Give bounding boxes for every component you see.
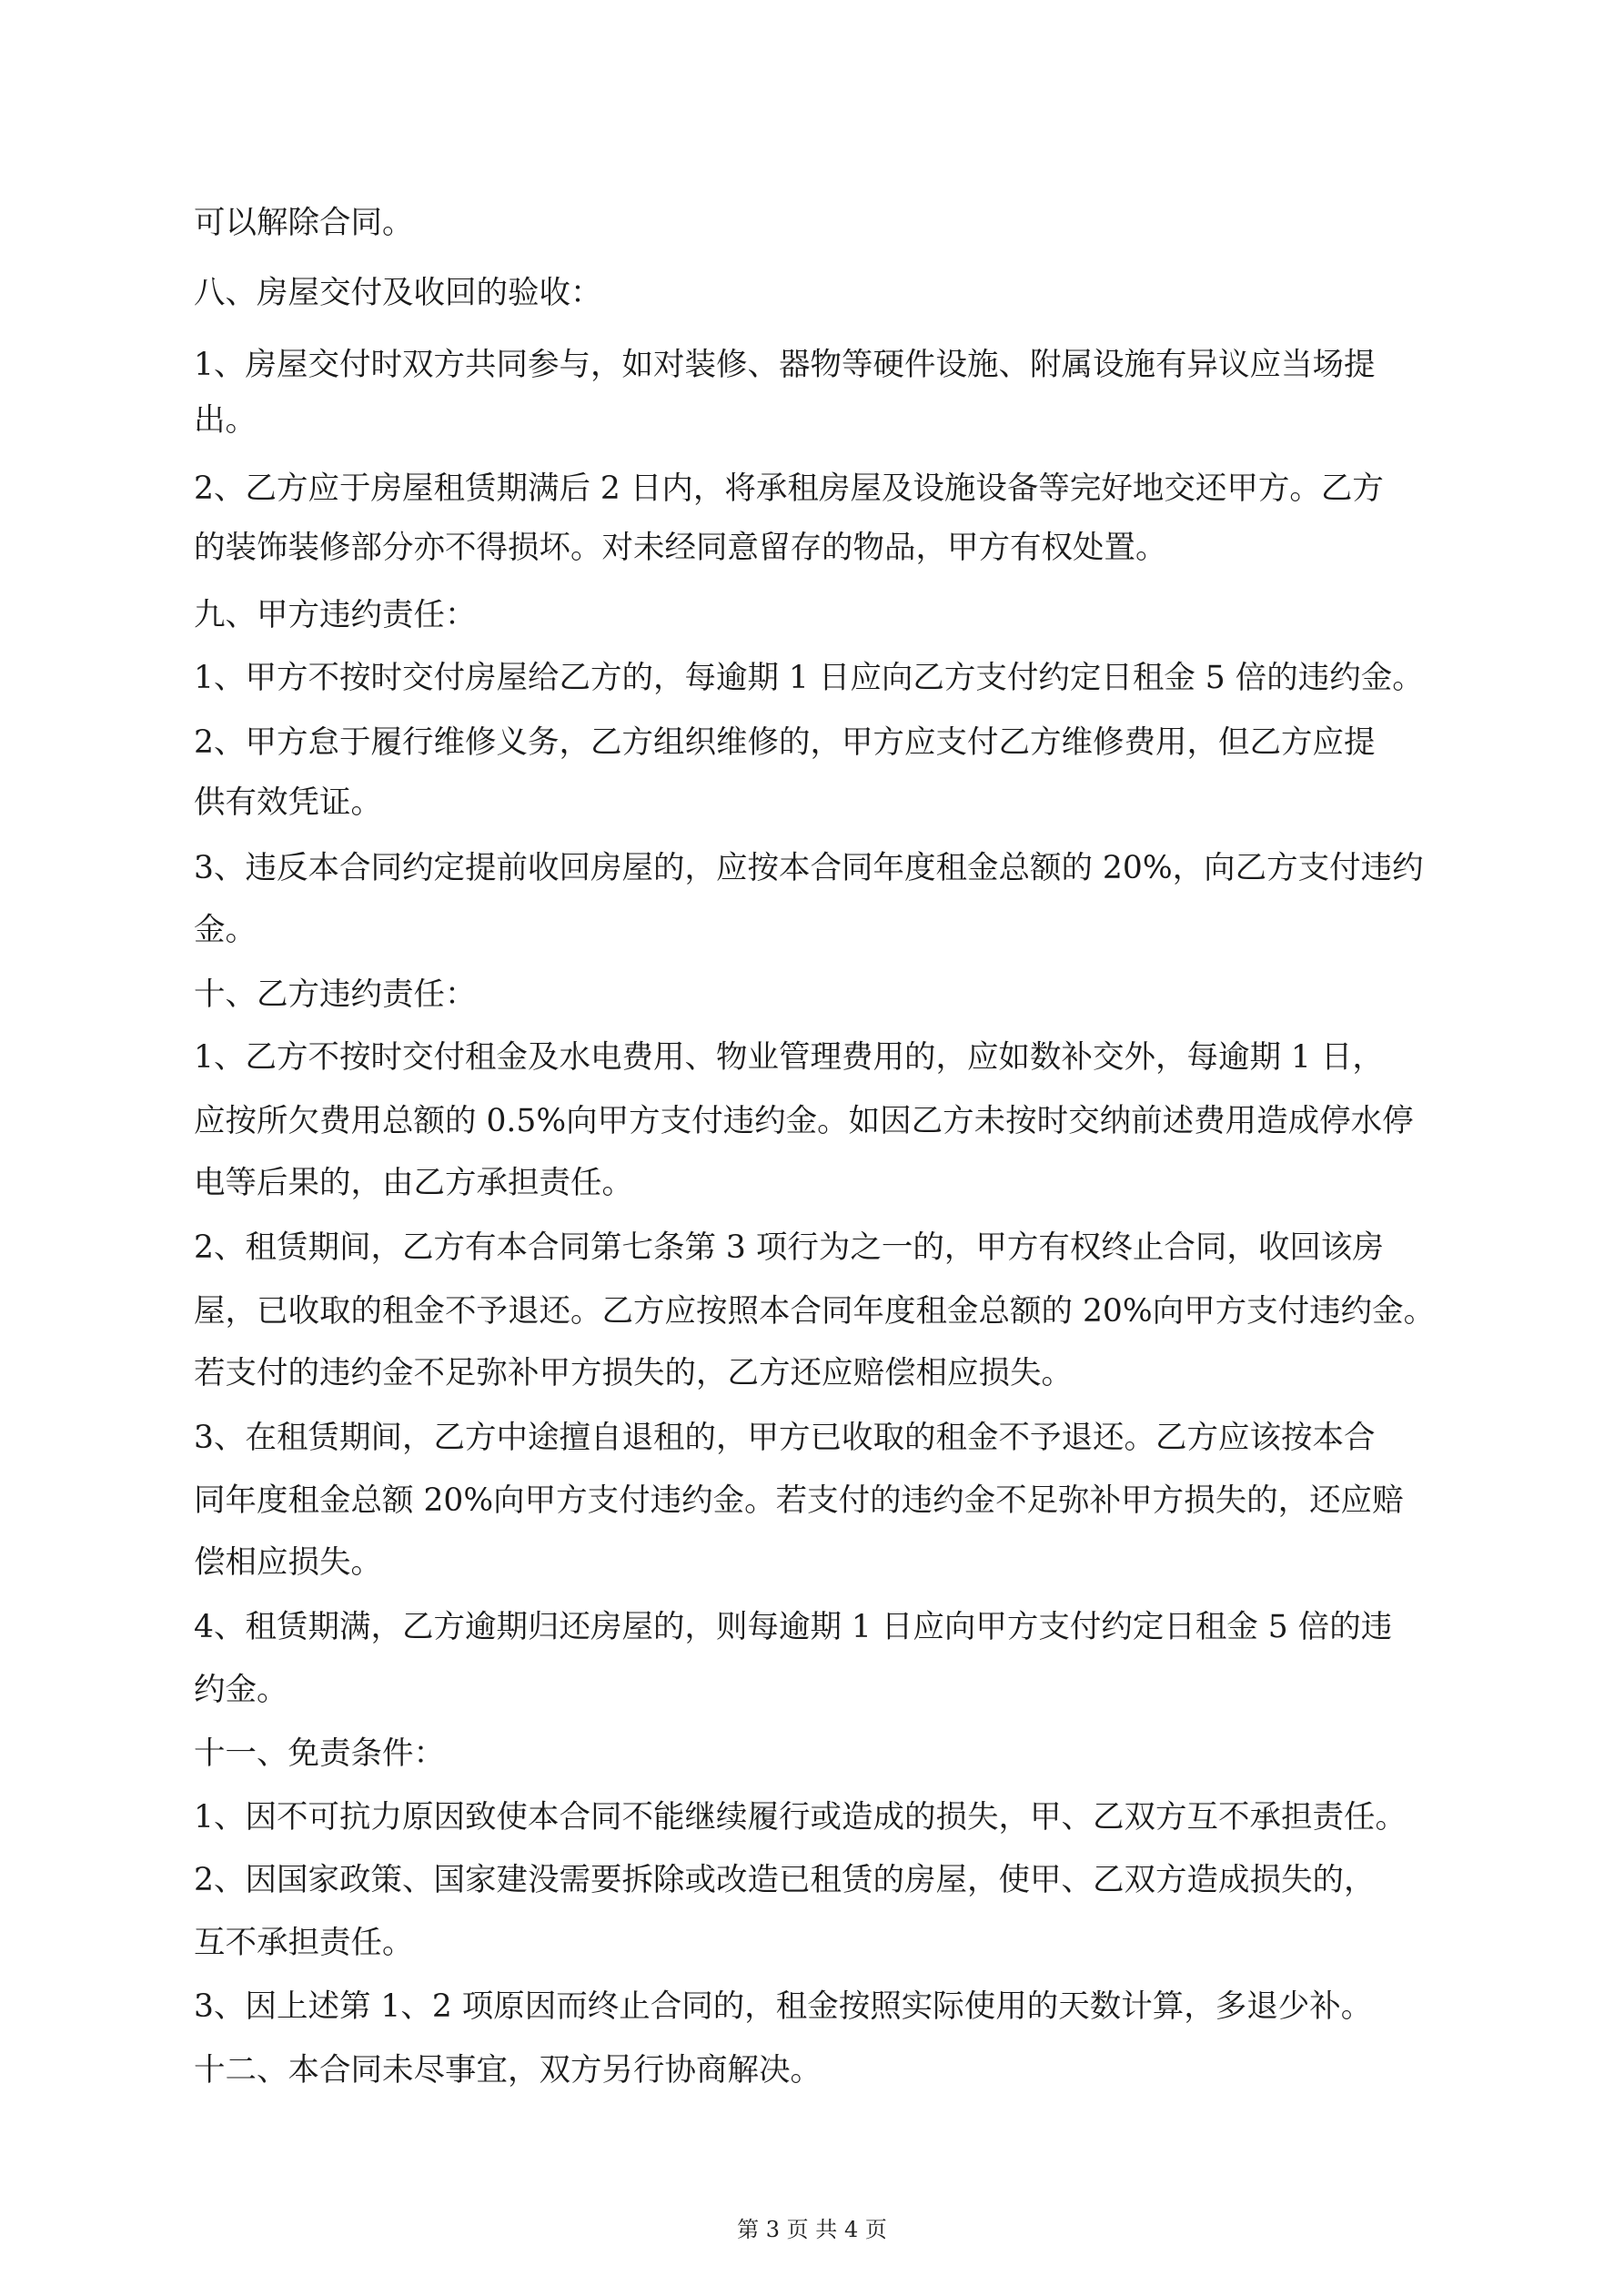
text-line: 3、在租赁期间，乙方中途擅自退租的，甲方已收取的租金不予退还。乙方应该按本合 xyxy=(194,1420,1376,1456)
text-line: 约金。 xyxy=(194,1672,288,1708)
text-line: 同年度租金总额 20%向甲方支付违约金。若支付的违约金不足弥补甲方损失的，还应赔 xyxy=(194,1482,1404,1519)
text-line: 4、租赁期满，乙方逾期归还房屋的，则每逾期 1 日应向甲方支付约定日租金 5 倍的违 xyxy=(194,1609,1393,1645)
text-line: 电等后果的，由乙方承担责任。 xyxy=(194,1165,633,1201)
text-line: 1、甲方不按时交付房屋给乙方的，每逾期 1 日应向乙方支付约定日租金 5 倍的违约金。 xyxy=(194,660,1424,696)
text-line: 出。 xyxy=(194,402,257,439)
text-line: 3、因上述第 1、2 项原因而终止合同的，租金按照实际使用的天数计算，多退少补。 xyxy=(194,1988,1373,2025)
text-line: 互不承担责任。 xyxy=(194,1925,414,1961)
section-heading: 八、房屋交付及收回的验收： xyxy=(194,275,602,311)
section-heading: 十二、本合同未尽事宜，双方另行协商解决。 xyxy=(194,2052,822,2089)
section-heading: 九、甲方违约责任： xyxy=(194,597,477,633)
text-line: 若支付的违约金不足弥补甲方损失的，乙方还应赔偿相应损失。 xyxy=(194,1355,1073,1391)
text-line: 的装饰装修部分亦不得损坏。对未经同意留存的物品，甲方有权处置。 xyxy=(194,530,1167,566)
text-line: 3、违反本合同约定提前收回房屋的，应按本合同年度租金总额的 20%，向乙方支付违约 xyxy=(194,850,1424,886)
text-line: 供有效凭证。 xyxy=(194,784,382,821)
text-line: 应按所欠费用总额的 0.5%向甲方支付违约金。如因乙方未按时交纳前述费用造成停水停 xyxy=(194,1103,1414,1139)
section-heading: 十、乙方违约责任： xyxy=(194,976,477,1013)
section-heading: 十一、免责条件： xyxy=(194,1735,445,1772)
text-line: 2、租赁期间，乙方有本合同第七条第 3 项行为之一的，甲方有权终止合同，收回该房 xyxy=(194,1229,1384,1266)
text-line: 金。 xyxy=(194,912,257,948)
page-number-footer: 第 3 页 共 4 页 xyxy=(737,2217,887,2242)
text-line: 2、因国家政策、国家建没需要拆除或改造已租赁的房屋，使甲、乙双方造成损失的， xyxy=(194,1862,1376,1898)
text-line: 偿相应损失。 xyxy=(194,1544,382,1581)
text-line: 屋，已收取的租金不予退还。乙方应按照本合同年度租金总额的 20%向甲方支付违约金。 xyxy=(194,1293,1436,1330)
text-line: 可以解除合同。 xyxy=(194,205,414,241)
text-line: 2、乙方应于房屋租赁期满后 2 日内，将承租房屋及设施设备等完好地交还甲方。乙方 xyxy=(194,470,1384,507)
text-line: 1、乙方不按时交付租金及水电费用、物业管理费用的，应如数补交外，每逾期 1 日， xyxy=(194,1039,1384,1076)
text-line: 1、房屋交付时双方共同参与，如对装修、器物等硬件设施、附属设施有异议应当场提 xyxy=(194,347,1376,383)
text-line: 1、因不可抗力原因致使本合同不能继续履行或造成的损失，甲、乙双方互不承担责任。 xyxy=(194,1799,1407,1836)
text-line: 2、甲方怠于履行维修义务，乙方组织维修的，甲方应支付乙方维修费用，但乙方应提 xyxy=(194,724,1376,761)
